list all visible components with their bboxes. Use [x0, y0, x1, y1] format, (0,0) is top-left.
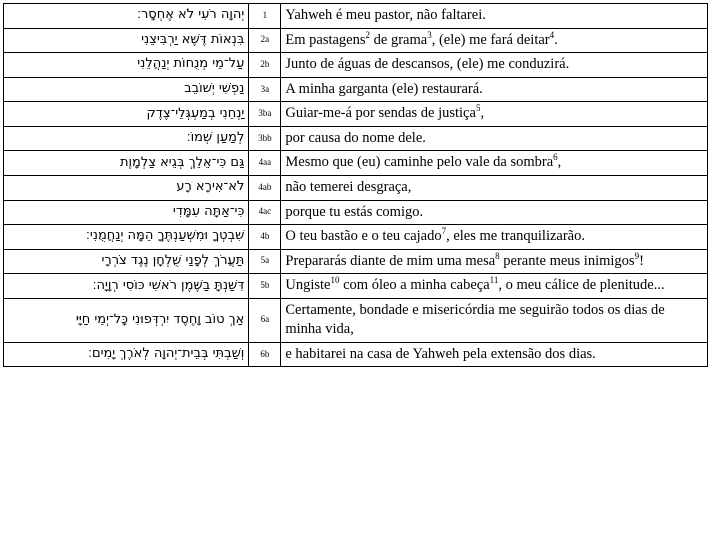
portuguese-translation-cell: por causa do nome dele. [281, 126, 708, 151]
verse-table [3, 3, 708, 367]
portuguese-translation-cell: O teu bastão e o teu cajado$^7$, eles me tranquilizarão. [281, 225, 708, 250]
portuguese-translation-cell: e habitarei na casa de Yahweh pela extensão dos dias. [281, 342, 708, 367]
portuguese-translation-cell: Prepararás diante de mim uma mesa$^8$ perante meus inimigos$^9$! [281, 249, 708, 274]
hebrew-text-cell: יְהוָה רֹעִי לֹא אֶחְסָר׃ [4, 4, 249, 29]
footnote-marker: 3 [427, 29, 432, 40]
hebrew-text-cell: לֹא־אִירָא רָע [4, 175, 249, 200]
table-row [4, 28, 708, 53]
table-row [4, 175, 708, 200]
footnote-marker: 6 [553, 152, 558, 163]
verse-reference-cell: 3ba [249, 102, 281, 127]
portuguese-translation-cell: Junto de águas de descansos, (ele) me conduzirá. [281, 53, 708, 78]
verse-reference-cell: 3bb [249, 126, 281, 151]
hebrew-text-cell: נַפְשִׁי יְשׁוֹבֵב [4, 77, 249, 102]
footnote-marker: 10 [330, 275, 340, 286]
hebrew-text-cell: שִׁבְטְךָ וּמִשְׁעַנְתֶּךָ הֵמָּה יְנַחֲמֻנִי׃ [4, 225, 249, 250]
portuguese-translation-cell: Mesmo que (eu) caminhe pelo vale da sombra$^6$, [281, 151, 708, 176]
hebrew-text-cell: עַל־מֵי מְנֻחוֹת יְנַהֲלֵנִי [4, 53, 249, 78]
hebrew-text-cell: תַּעֲרֹךְ לְפָנַי שֻׁלְחָן נֶגֶד צֹרְרָי [4, 249, 249, 274]
verse-reference-cell: 2b [249, 53, 281, 78]
verse-reference-cell: 5a [249, 249, 281, 274]
footnote-marker: 7 [441, 226, 447, 237]
table-row [4, 77, 708, 102]
footnote-marker: 4 [549, 29, 555, 40]
table-row [4, 102, 708, 127]
verse-reference-cell: 6b [249, 342, 281, 367]
table-row [4, 342, 708, 367]
portuguese-translation-cell: porque tu estás comigo. [281, 200, 708, 225]
verse-reference-cell: 1 [249, 4, 281, 29]
portuguese-translation-cell: Em pastagens$^2$ de grama$^3$, (ele) me fará deitar$^4$. [281, 28, 708, 53]
verse-reference-cell: 4b [249, 225, 281, 250]
table-body [4, 4, 708, 367]
verse-reference-cell: 4aa [249, 151, 281, 176]
hebrew-text-cell: לְמַעַן שְׁמוֹ׃ [4, 126, 249, 151]
portuguese-translation-cell: Certamente, bondade e misericórdia me seguirão todos os dias de minha vida, [281, 298, 708, 342]
table-row [4, 4, 708, 29]
verse-reference-cell: 5b [249, 274, 281, 299]
footnote-marker: 11 [489, 275, 499, 286]
hebrew-text-cell: גַּם כִּי־אֵלֵךְ בְּגֵיא צַלְמָוֶת [4, 151, 249, 176]
hebrew-text-cell: וְשַׁבְתִּי בְּבֵית־יְהוָה לְאֹרֶךְ יָמִים׃ [4, 342, 249, 367]
footnote-marker: 5 [475, 103, 481, 114]
footnote-marker: 2 [365, 29, 371, 40]
document-page [0, 3, 713, 556]
footnote-marker: 8 [495, 250, 500, 261]
verse-reference-cell: 6a [249, 298, 281, 342]
table-row [4, 274, 708, 299]
portuguese-translation-cell: Guiar-me-á por sendas de justiça$^5$, [281, 102, 708, 127]
table-row [4, 151, 708, 176]
hebrew-text-cell: יַנְחֵנִי בְמַעְגְּלֵי־צֶדֶק [4, 102, 249, 127]
table-row [4, 225, 708, 250]
table-row [4, 126, 708, 151]
portuguese-translation-cell: não temerei desgraça, [281, 175, 708, 200]
table-row [4, 249, 708, 274]
portuguese-translation-cell: A minha garganta (ele) restaurará. [281, 77, 708, 102]
verse-reference-cell: 4ab [249, 175, 281, 200]
footnote-marker: 9 [634, 250, 640, 261]
verse-reference-cell: 3a [249, 77, 281, 102]
table-row [4, 200, 708, 225]
hebrew-text-cell: אַךְ טוֹב וָחֶסֶד יִרְדְּפוּנִי כָּל־יְמֵי חַיָּי [4, 298, 249, 342]
verse-reference-cell: 2a [249, 28, 281, 53]
portuguese-translation-cell: Yahweh é meu pastor, não faltarei. [281, 4, 708, 29]
verse-reference-cell: 4ac [249, 200, 281, 225]
hebrew-text-cell: דִּשַּׁנְתָּ בַשֶּׁמֶן רֹאשִׁי כּוֹסִי רְוָיָה׃ [4, 274, 249, 299]
hebrew-text-cell: כִּי־אַתָּה עִמָּדִי [4, 200, 249, 225]
hebrew-text-cell: בִּנְאוֹת דֶּשֶׁא יַרְבִּיצֵנִי [4, 28, 249, 53]
table-row [4, 298, 708, 342]
portuguese-translation-cell: Ungiste$^{10}$ com óleo a minha cabeça$^{11}$, o meu cálice de plenitude... [281, 274, 708, 299]
table-row [4, 53, 708, 78]
